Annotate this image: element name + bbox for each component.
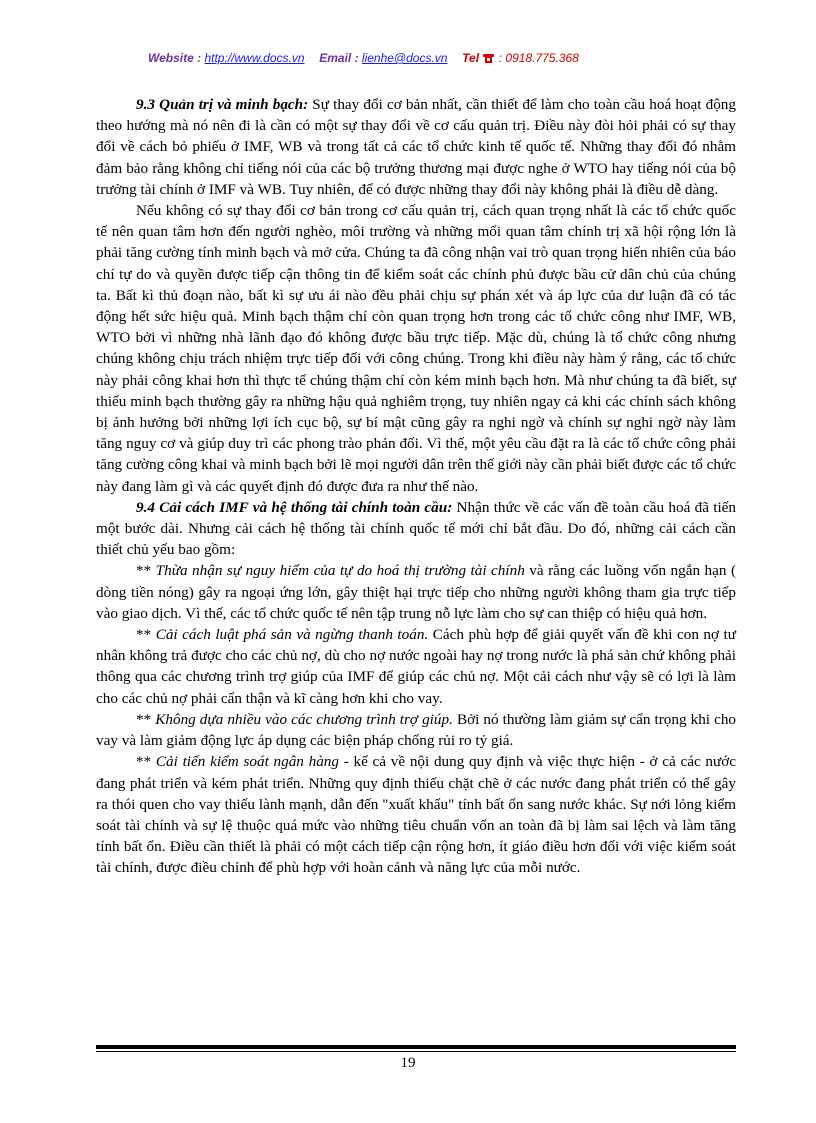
list-item-text: Cách phù hợp để giải quyết vấn đề khi con nợ tư nhân không trả được cho các chủ nợ, dù cho nợ nước ngoài hay nợ trong nước là phá sản chứ không phải thông qua các chương trình trợ giúp của IMF để giúp các chủ nợ. Một cải cách như vậy sẽ có lợi là làm cho các chủ nợ phải cẩn thận và kĩ càng hơn khi cho vay. bbox=[96, 626, 737, 707]
list-item-text: - kể cả về nội dung quy định và việc thực hiện - ở cả các nước đang phát triển và kém phát triển. Những quy định thiếu chặt chẽ ở các nước đang phát triển có thể gây ra thói quen cho vay thiếu lành mạnh, dẫn đến "xuất khẩu" tính bất ổn sang nước khác. Sự nới lỏng kiểm soát tài chính và sự lệ thuộc quá mức vào những tiêu chuẩn vốn an toàn đã bị làm sai lệch và làm tăng tính bất ổn. Điều cần thiết là phải có một cách tiếp cận rộng hơn, ít giáo điều hơn đối với việc kiểm soát tài chính, được điều chỉnh để phù hợp với hoàn cảnh và năng lực của mỗi nước. bbox=[96, 753, 737, 877]
footer-divider-thin bbox=[96, 1051, 736, 1052]
section-9-4-paragraph bbox=[96, 497, 736, 561]
list-item bbox=[96, 624, 736, 709]
list-marker: ** bbox=[136, 626, 156, 644]
list-marker: ** bbox=[136, 562, 156, 580]
section-9-4-heading: 9.4 Cải cách IMF và hệ thống tài chính toàn cầu: bbox=[136, 498, 453, 516]
document-body bbox=[96, 94, 736, 879]
list-item-lead: Cải cách luật phá sản và ngừng thanh toán. bbox=[155, 626, 429, 644]
list-item-lead: Cải tiến kiểm soát ngân hàng bbox=[155, 753, 339, 771]
list-item bbox=[96, 709, 736, 751]
list-item bbox=[96, 751, 736, 878]
list-item-text: và rằng các luồng vốn ngắn hạn ( dòng tiền nóng) gây ra ngoại ứng lớn, gây thiệt hại trực tiếp cho những người không tham gia trực tiếp vào giao dịch. Vì thế, các tổ chức quốc tế nên tập trung nỗ lực làm cho sự can thiệp có hiệu quả hơn. bbox=[96, 562, 737, 622]
section-9-3-paragraph bbox=[96, 94, 736, 200]
website-link[interactable]: http://www.docs.vn bbox=[204, 51, 305, 65]
list-marker: ** bbox=[136, 710, 156, 728]
page-header bbox=[148, 51, 748, 69]
footer-divider-thick bbox=[96, 1045, 736, 1049]
page-number: 19 bbox=[400, 1055, 416, 1071]
list-item bbox=[96, 560, 736, 624]
list-item-lead: Thừa nhận sự nguy hiểm của tự do hoá thị trường tài chính bbox=[155, 562, 525, 580]
paragraph-text: Sự thay đổi cơ bản nhất, cần thiết để làm cho toàn cầu hoá hoạt động theo hướng mà nó nên đi là cần có một sự thay đổi về cơ cấu quản trị. Điều này đòi hỏi phải có sự thay đổi về cách bỏ phiếu ở IMF, WB và trong tất cả các tổ chức kinh tế quốc tế. Những thay đổi đó nhằm đảm bảo rằng không chỉ tiếng nói của các bộ trưởng thương mại được nghe ở WTO hay tiếng nói của bộ trưởng tài chính ở IMF và WB. Tuy nhiên, để có được những thay đổi này không phải là điều dễ dàng. bbox=[96, 96, 736, 198]
list-item-text: Bởi nó thường làm giảm sự cẩn trọng khi cho vay và làm giảm động lực áp dụng các biện pháp chống rủi ro tỷ giá. bbox=[96, 710, 737, 750]
email-label: Email : bbox=[319, 51, 359, 65]
list-item-lead: Không dựa nhiều vào các chương trình trợ giúp. bbox=[155, 710, 453, 728]
paragraph-text: Nhận thức về các vấn đề toàn cầu hoá đã tiến một bước dài. Nhưng cải cách hệ thống tài chính quốc tế mới chỉ bắt đầu. Do đó, những cải cách cần thiết chủ yếu bao gồm: bbox=[96, 498, 736, 559]
paragraph: Nếu không có sự thay đổi cơ bản trong cơ cấu quản trị, cách quan trọng nhất là các tổ chức quốc tế nên quan tâm hơn đến người nghèo, môi trường và những mối quan tâm chính trị xã hội rộng lớn là phải tăng cường tính minh bạch và mở cửa. Chúng ta đã công nhận vai trò quan trọng hiển nhiên của báo chí tự do và quyền được tiếp cận thông tin để kiểm soát các chính phủ được bầu cử dân chủ của chúng ta. Bất kì thủ đoạn nào, bất kì sự ưu ái nào đều phải chịu sự phán xét và áp lực của dư luận đã có tác động hết sức hiệu quả. Minh bạch thậm chí còn quan trọng hơn trong các tổ chức công như IMF, WB, WTO bởi vì những nhà lãnh đạo đó không được bầu trực tiếp. Mặc dù, chúng là tổ chức công nhưng chúng không chịu trách nhiệm trực tiếp đối với công chúng. Trong khi điều này hàm ý rằng, các tổ chức này phải công khai hơn thì thực tế chúng thậm chí còn kém minh bạch hơn. Mà như chúng ta đã biết, sự thiếu minh bạch thường gây ra những hậu quả nghiêm trọng, tuy nhiên ngay cả khi các chính sách không bị ảnh hưởng bởi những lợi ích cục bộ, sự bí mật cũng gây ra nghi ngờ và chính sự nghi ngờ này làm tăng nguy cơ và giúp duy trì các phong trào phản đối. Vì thế, một yêu cầu đặt ra là các tổ chức công phải tăng cường công khai và minh bạch bởi lẽ mọi người dân trên thế giới này cần phải biết được các tổ chức này đang làm gì và các quyết định đó được đưa ra như thế nào. bbox=[96, 202, 736, 495]
section-9-3-heading: 9.3 Quản trị và minh bạch: bbox=[136, 96, 309, 113]
tel-label: Tel bbox=[462, 51, 480, 65]
email-link[interactable]: lienhe@docs.vn bbox=[361, 51, 448, 65]
website-label: Website : bbox=[148, 51, 202, 65]
phone-number: : 0918.775.368 bbox=[498, 51, 579, 65]
phone-icon bbox=[482, 52, 495, 67]
list-marker: ** bbox=[136, 753, 156, 771]
